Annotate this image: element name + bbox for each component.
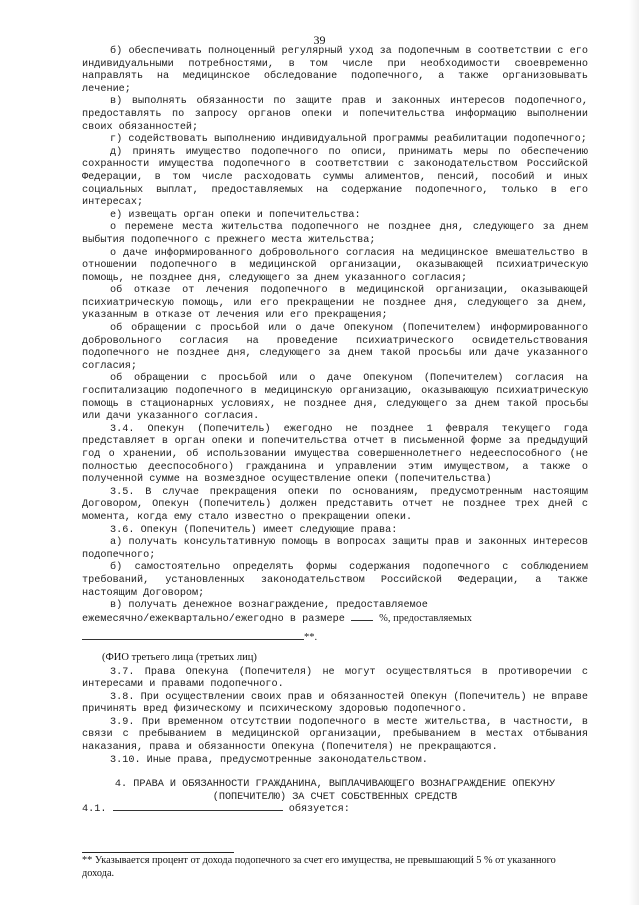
notify-consent: о даче информированного добровольного согласия на медицинское вмешательство в отношении подопечного в медицинской организации, оказывающей психиатрическую помощь, не позднее дня, следующего за днем указанного согласия; (82, 247, 588, 284)
clause-3-7: 3.7. Права Опекуна (Попечителя) не могут осуществляться в противоречии с интересами и правами подопечного. (82, 666, 588, 691)
clause-3-3-g: г) содействовать выполнению индивидуальной программы реабилитации подопечного; (110, 134, 587, 146)
clause-3-6-b: б) самостоятельно определять формы содержания подопечного с соблюдением требований, установленных законодательством Российской Федерации, а также настоящим Договором; (82, 562, 588, 599)
footnote-marker: **. (304, 632, 318, 644)
clause-3-9: 3.9. При временном отсутствии подопечного в месте жительства, в частности, в связи с пребыванием в медицинской организации, пребыванием в местах отбывания наказания, права и обязанности Опекуна (Попечителя) не прекращаются. (82, 716, 588, 754)
percent-blank[interactable] (351, 620, 373, 621)
clause-3-6-v-line1: в) получать денежное вознаграждение, предоставляемое (110, 600, 428, 612)
notify-examination: об обращении с просьбой или о даче Опекуном (Попечителем) информированного добровольного согласия на проведение психиатрического освидетельствования подопечного не позднее дня, следующего за днем такой просьбы или даче указанного согласия; (82, 323, 588, 372)
third-party-name-blank[interactable] (82, 639, 304, 640)
section-4-heading: 4. ПРАВА И ОБЯЗАННОСТИ ГРАЖДАНИНА, ВЫПЛАЧИВАЮЩЕГО ВОЗНАГРАЖДЕНИЕ ОПЕКУНУ (ПОПЕЧИТЕЛЮ) ЗА СЧЕТ СОБСТВЕННЫХ СРЕДСТВ (114, 779, 556, 803)
clause-3-6-v-line2 (82, 613, 588, 627)
clause-3-10: 3.10. Иные права, предусмотренные законодательством. (110, 754, 428, 766)
clause-3-6-a: а) получать консультативную помощь в вопросах защиты прав и законных интересов подопечного; (82, 537, 588, 561)
notify-refusal: об отказе от лечения подопечного в медицинской организации, оказывающей психиатрическую помощь, или его прекращении не позднее дня, следующего за днем, указанным в отказе от лечения или его прекращения; (82, 285, 588, 322)
clause-4-1-suffix: обязуется: (288, 804, 350, 816)
notify-hospitalization: об обращении с просьбой или о даче Опекуном (Попечителем) согласия на госпитализацию подопечного в медицинскую организацию, оказывающую психиатрическую помощь в стационарных условиях, не позднее дня, следующего за днем такой просьбы или дачи указанного согласия. (82, 373, 588, 423)
clause-3-5: 3.5. В случае прекращения опеки по основаниям, предусмотренным настоящим Договором, Опекун (Попечитель) должен представить отчет не позднее трех дней с момента, когда ему стало известно о прекращении опеки. (82, 486, 588, 523)
payer-name-blank[interactable] (113, 810, 283, 811)
third-party-caption: (ФИО третьего лица (третьих лиц) (102, 651, 257, 663)
document-body (82, 46, 588, 817)
clause-3-8: 3.8. При осуществлении своих прав и обязанностей Опекун (Попечитель) не вправе причинять вред физическому и психическому здоровью подопечного. (82, 691, 588, 716)
clause-4-1-number: 4.1. (82, 804, 107, 816)
page-number: 39 (313, 33, 326, 47)
page-edge-shadow (629, 0, 639, 905)
clause-3-4: 3.4. Опекун (Попечитель) ежегодно не позднее 1 февраля текущего года представляет в орган опеки и попечительства отчет в письменной форме за предыдущий год о хранении, об использовании имущества совершеннолетнего недееспособного (не полностью дееспособного) гражданина и управлении этим имуществом, а также о полученной сумме на возмездное осуществление опеки (попечительства) (82, 423, 588, 486)
payment-frequency-text: ежемесячно/ежеквартально/ежегодно в размере (82, 613, 345, 625)
clause-3-3-b: б) обеспечивать полноценный регулярный уход за подопечным в соответствии с его индивидуальными потребностями, в том числе при необходимости своевременно направлять на медицинское обследование подопечного, а также организовывать лечение; (82, 46, 588, 95)
clause-4-1 (82, 804, 588, 817)
clause-3-6: 3.6. Опекун (Попечитель) имеет следующие права: (110, 524, 398, 536)
percent-suffix: %, предоставляемых (379, 612, 472, 624)
footnote-text: ** Указывается процент от дохода подопечного за счет его имущества, не превышающий 5 % от указанного дохода. (82, 855, 556, 879)
footnote-separator (82, 852, 234, 853)
clause-3-3-v: в) выполнять обязанности по защите прав и законных интересов подопечного, предоставлять по запросу органов опеки и попечительства информацию выполнении своих обязанностей; (82, 96, 588, 133)
notify-residence-change: о перемене места жительства подопечного не позднее дня, следующего за днем выбытия подопечного с прежнего места жительства; (82, 222, 588, 246)
third-party-line (82, 632, 588, 646)
clause-3-3-e: е) извещать орган опеки и попечительства: (110, 209, 361, 221)
clause-3-3-d: д) принять имущество подопечного по описи, принимать меры по обеспечению сохранности имущества подопечного в соответствии с законодательством Российской Федерации, в том числе расходовать суммы алиментов, пенсий, пособий и иных социальных выплат, предоставляемых на содержание подопечного, только в его интересах; (82, 146, 588, 209)
